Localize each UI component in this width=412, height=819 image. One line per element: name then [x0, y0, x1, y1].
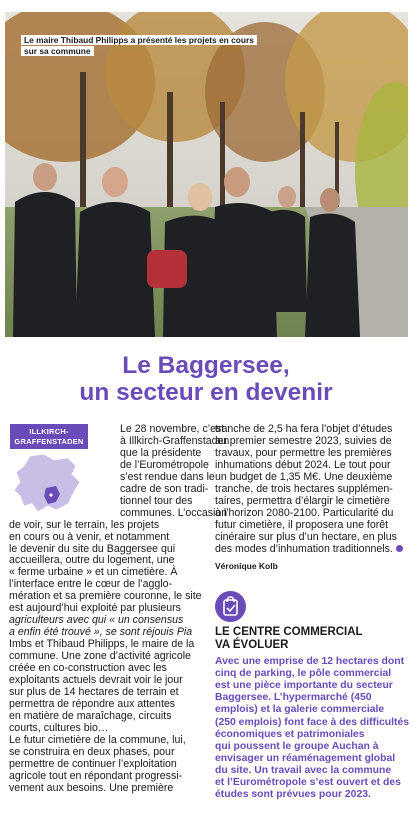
text-line: qui poussent le groupe Auchan à — [215, 740, 379, 752]
text-line: Le futur cimetière de la commune, lui, — [9, 733, 186, 746]
text-line: s’est rendue dans le — [120, 470, 215, 483]
text-line: exploitants actuels devrait voir le jour — [9, 673, 183, 686]
text-line: (250 emplois) font face à des difficultés — [215, 716, 410, 728]
text-line: agricole tout en répondant progressi- — [9, 769, 183, 782]
location-tag-line-2: GRAFFENSTADEN — [14, 437, 84, 446]
text-line: « ferme urbaine » et un cimetière. À — [9, 566, 178, 579]
text-line: au premier semestre 2023, suivies de — [215, 434, 392, 447]
shopping-cart-icon — [215, 591, 246, 622]
text-line: permettra de répondre aux attentes — [9, 697, 176, 710]
text-line: que la présidente — [120, 446, 202, 459]
article-headline — [0, 352, 412, 406]
text-line: économiques et patrimoniales — [215, 728, 365, 740]
text-line: courts, cultures bio… — [9, 721, 109, 734]
location-tag-line-1: ILLKIRCH- — [29, 427, 69, 436]
text-line: agriculteurs avec qui « un consensus — [9, 614, 184, 627]
text-line: envisager un réaménagement global — [215, 752, 396, 764]
text-line: inhumations début 2024. Le tout pour — [215, 458, 391, 471]
text-line: Baggersee. L’hypermarché (450 — [215, 692, 372, 704]
text-line: Le 28 novembre, c’est — [120, 423, 225, 435]
text-line: l’interface entre le cœur de l’agglo- — [9, 578, 173, 591]
text-line: créée en co-construction avec les — [9, 662, 167, 674]
text-line: vement aux besoins. Une première — [9, 781, 174, 794]
photo-illustration — [5, 12, 408, 337]
text-line: à l’horizon 2080-2100. Particularité du — [215, 506, 394, 519]
text-line: communes. L’occasion — [120, 506, 228, 519]
text-line: cinq de parking, le pôle commercial — [215, 668, 392, 680]
commune-location-map — [10, 452, 90, 514]
text-line: tranche de 2,5 ha fera l’objet d’études — [215, 423, 393, 435]
text-line: cadre de son tradi- — [120, 482, 209, 495]
text-line: un budget de 1,35 M€. Une deuxième — [215, 470, 393, 483]
article-photo — [5, 12, 408, 337]
box-heading-line-1: LE CENTRE COMMERCIAL — [215, 626, 363, 638]
text-line: travaux, pour permettre les premières — [215, 446, 392, 459]
text-line: Imbs et Thibaud Philipps, le maire de la — [9, 638, 195, 651]
text-line: se construira en deux phases, pour — [9, 745, 175, 758]
text-line: futur cimetière, il proposera une forêt — [215, 518, 389, 531]
text-line: le devenir du site du Baggersee qui — [9, 542, 176, 555]
text-line: en matière de maraîchage, circuits — [9, 709, 172, 722]
text-line: tranche, de trois hectares supplémen- — [215, 482, 393, 495]
text-line: sur plus de 14 hectares de terrain et — [9, 685, 179, 698]
text-line: à Illkirch-Graffenstaden — [120, 434, 230, 447]
headline-line-1: Le Baggersee, — [122, 352, 290, 379]
text-line: des modes d’inhumation traditionnels. — [215, 544, 403, 556]
text-line: mération et sa première couronne, le site — [9, 590, 202, 603]
box-heading-line-2: VA ÉVOLUER — [215, 638, 289, 651]
text-line: cinéraire sur plus d’un hectare, en plus — [215, 530, 397, 543]
caption-line-1: Le maire Thibaud Philipps a présenté les projets en cours — [21, 35, 257, 45]
headline-line-2: un secteur en devenir — [79, 379, 333, 406]
text-line: emplois) et la galerie commerciale — [215, 704, 385, 716]
text-line: de voir, sur le terrain, les projets — [9, 518, 160, 531]
text-line: permettre de continuer l’exploitation — [9, 757, 177, 770]
location-tag — [10, 424, 88, 449]
text-line: est une pièce importante du secteur — [215, 680, 393, 692]
text-line: de l’Eurométropole — [120, 458, 209, 471]
author-signature: Véronique Kolb — [215, 561, 278, 571]
photo-caption — [21, 35, 257, 57]
text-line: Avec une emprise de 12 hectares dont — [215, 656, 405, 667]
end-of-article-bullet — [396, 545, 403, 552]
text-line: a enfin été trouvé », se sont réjouis Pia — [9, 626, 193, 639]
text-line: études sont prévues pour 2023. — [215, 789, 371, 801]
text-line: accueillera, outre du logement, une — [9, 554, 175, 567]
text-line: tionnel tour des — [120, 494, 193, 507]
text-line: commune. Une zone d’activité agricole — [9, 650, 191, 663]
text-line: en cours ou à venir, et notamment — [9, 530, 170, 543]
eurometropole-outline — [14, 454, 80, 512]
text-line: est aujourd’hui exploité par plusieurs — [9, 602, 181, 615]
caption-line-2: sur sa commune — [21, 46, 94, 56]
text-line: et l’Eurométropole s’est ouvert et des — [215, 777, 401, 788]
text-line: du site. Un travail avec la commune — [215, 764, 392, 776]
text-line: taires, permettra d’élargir le cimetière — [215, 494, 390, 507]
